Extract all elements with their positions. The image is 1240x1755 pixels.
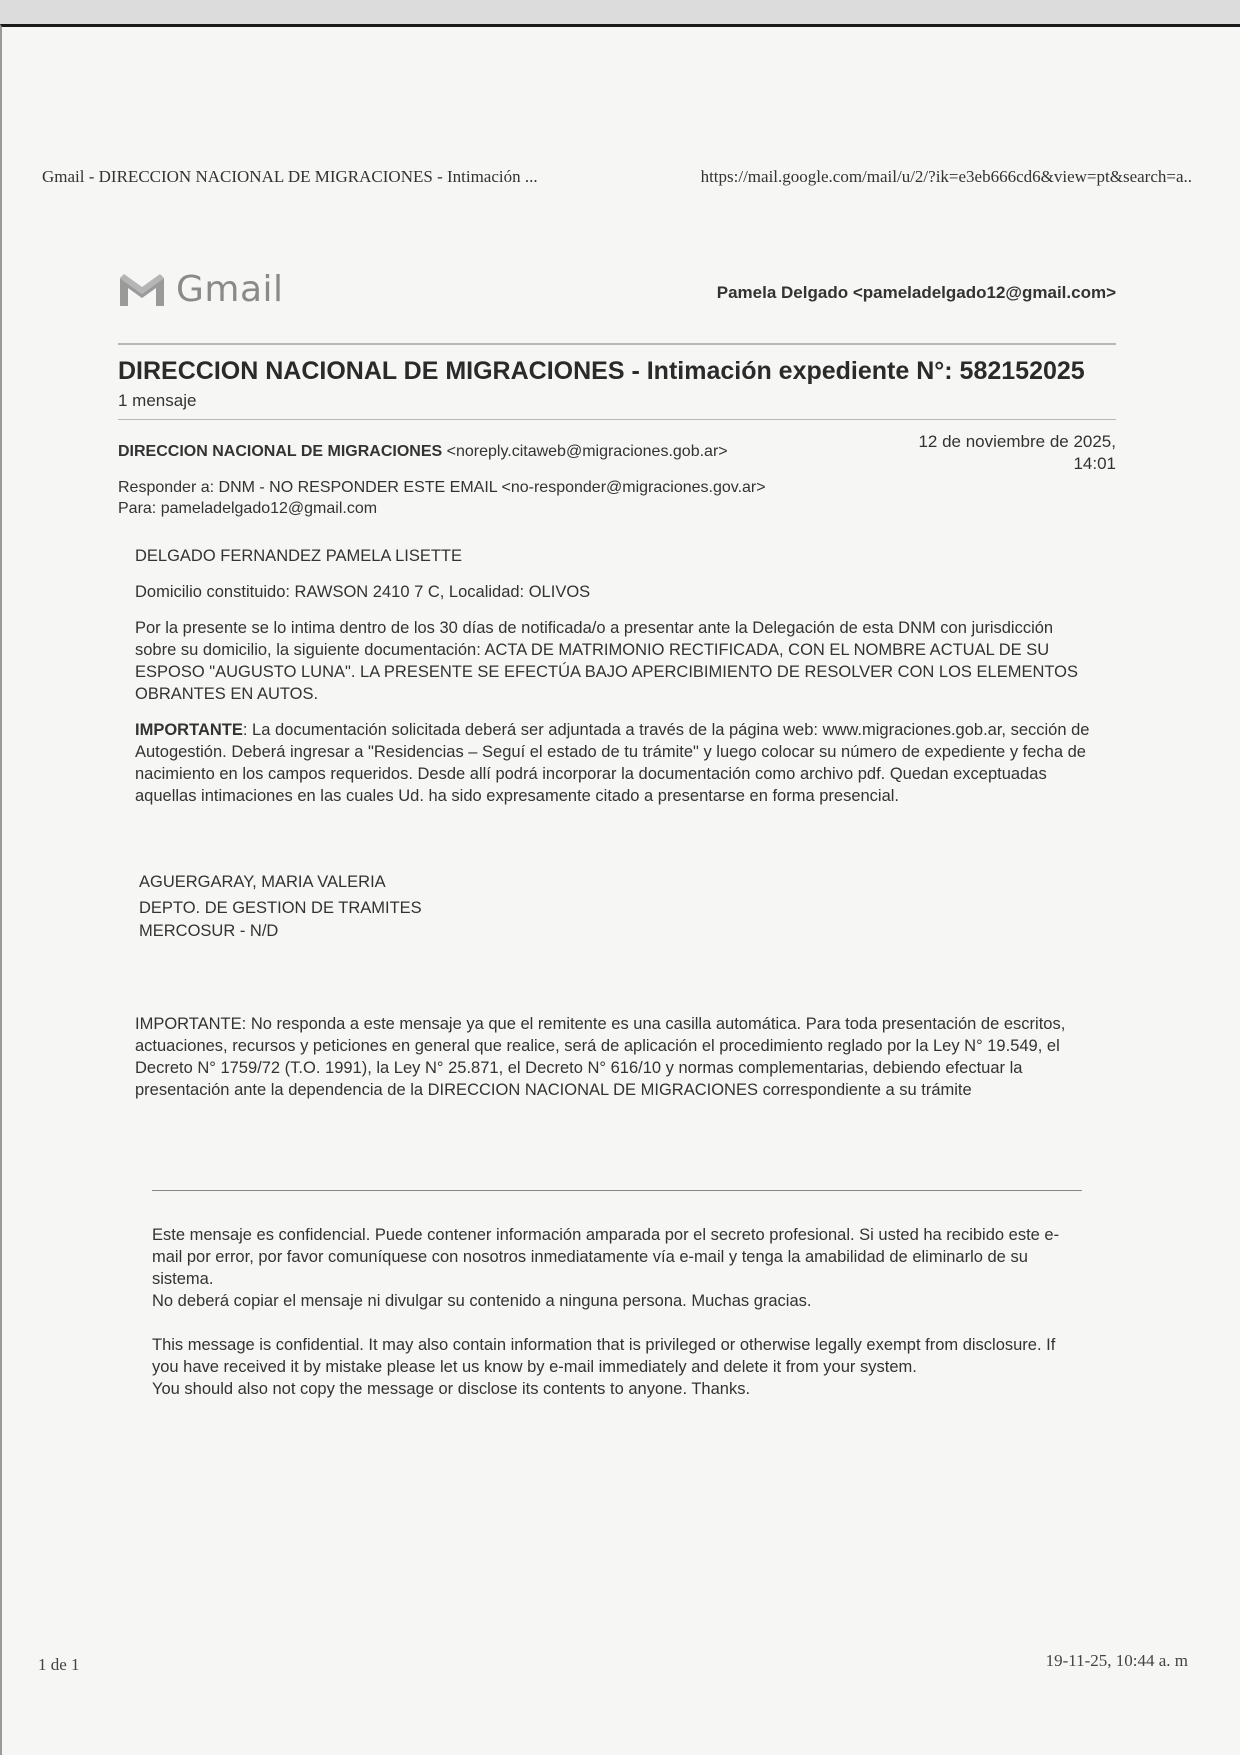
signature-dept: DEPTO. DE GESTION DE TRAMITES bbox=[139, 899, 422, 917]
disclaimer-es-2: No deberá copiar el mensaje ni divulgar su contenido a ninguna persona. Muchas gracias. bbox=[152, 1292, 812, 1310]
signature-name: AGUERGARAY, MARIA VALERIA bbox=[139, 873, 386, 891]
disclaimer-divider bbox=[152, 1190, 1082, 1191]
gmail-logo bbox=[118, 269, 284, 310]
important-label: IMPORTANTE bbox=[135, 721, 243, 739]
disclaimer-en-2: You should also not copy the message or disclose its contents to anyone. Thanks. bbox=[152, 1380, 751, 1398]
subject-divider bbox=[118, 419, 1116, 420]
reply-to: Responder a: DNM - NO RESPONDER ESTE EMAIL <no-responder@migraciones.gov.ar> bbox=[118, 479, 766, 496]
header-divider bbox=[118, 343, 1116, 345]
print-timestamp: 19-11-25, 10:44 a. m bbox=[1045, 1651, 1188, 1670]
account-name: Pamela Delgado <pameladelgado12@gmail.com> bbox=[716, 283, 1116, 302]
page-number: 1 de 1 bbox=[38, 1655, 80, 1674]
recipient-name: DELGADO FERNANDEZ PAMELA LISETTE bbox=[135, 547, 463, 565]
automatic-notice: IMPORTANTE: No responda a este mensaje ya que el remitente es una casilla automática. Para toda presentación de escritos, actuaciones, recursos y peticiones en general que realice, será de aplicación el procedimiento reglado por la Ley N° 19.549, el Decreto N° 1759/72 (T.O. 1991), la Ley N° 25.871, el Decreto N° 616/10 y normas complementarias, debiendo efectuar la presentación ante la dependencia de la DIRECCION NACIONAL DE MIGRACIONES correspondiente a su trámite bbox=[135, 1015, 1066, 1099]
address-line: Domicilio constituido: RAWSON 2410 7 C, Localidad: OLIVOS bbox=[135, 583, 591, 601]
sender-email: <noreply.citaweb@migraciones.gob.ar> bbox=[446, 443, 728, 460]
important-text: : La documentación solicitada deberá ser adjuntada a través de la página web: www.migraciones.gob.ar, sección de Autogestión. Deberá ingresar a "Residencias – Seguí el estado de tu trámite" y luego colocar su número de expediente y fecha de nacimiento en los campos requeridos. Desde allí podrá incorporar la documentación como archivo pdf. Quedan exceptuadas aquellas intimaciones en las cuales Ud. ha sido expresamente citado a presentarse en forma presencial. bbox=[135, 721, 1090, 805]
email-meta bbox=[118, 477, 766, 519]
print-title: Gmail - DIRECCION NACIONAL DE MIGRACIONES - Intimación ... bbox=[42, 167, 538, 186]
disclaimer-es-1: Este mensaje es confidencial. Puede contener información amparada por el secreto profesional. Si usted ha recibido este e-mail por error, por favor comuníquese con nosotros inmediatamente vía e-mail y tenga la amabilidad de eliminarlo de su sistema. bbox=[152, 1226, 1060, 1288]
signature-unit: MERCOSUR - N/D bbox=[139, 922, 279, 940]
email-body bbox=[135, 545, 1095, 821]
print-header bbox=[42, 167, 1192, 187]
email-date-day: 12 de noviembre de 2025, bbox=[918, 432, 1116, 451]
important-paragraph bbox=[135, 719, 1095, 807]
disclaimer-en-1: This message is confidential. It may also contain information that is privileged or otherwise legally exempt from disclosure. If you have received it by mistake please let us know by e-mail immediately and delete it from your system. bbox=[152, 1336, 1056, 1376]
recipient-to: Para: pameladelgado12@gmail.com bbox=[118, 500, 378, 517]
intimation-paragraph: Por la presente se lo intima dentro de los 30 días de notificada/o a presentar ante la Delegación de esta DNM con jurisdicción sobre su domicilio, la siguiente documentación: ACTA DE MATRIMONIO RECTIFICADA, CON EL NOMBRE ACTUAL DE SU ESPOSO "AUGUSTO LUNA". LA PRESENTE SE EFECTÚA BAJO APERCIBIMIENTO DE RESOLVER CON LOS ELEMENTOS OBRANTES EN AUTOS. bbox=[135, 619, 1078, 703]
sender bbox=[118, 443, 728, 461]
scanned-page bbox=[0, 24, 1240, 1755]
print-url: https://mail.google.com/mail/u/2/?ik=e3eb666cd6&view=pt&search=a.. bbox=[700, 167, 1192, 186]
sender-name: DIRECCION NACIONAL DE MIGRACIONES bbox=[118, 443, 443, 460]
email-subject: DIRECCION NACIONAL DE MIGRACIONES - Intimación expediente N°: 582152025 bbox=[118, 357, 1085, 385]
message-count: 1 mensaje bbox=[118, 391, 197, 410]
email-date bbox=[918, 431, 1116, 475]
email-date-time: 14:01 bbox=[1073, 454, 1116, 473]
disclaimer bbox=[152, 1224, 1082, 1400]
signature bbox=[139, 869, 422, 941]
gmail-wordmark: Gmail bbox=[176, 269, 284, 310]
gmail-m-icon bbox=[118, 272, 166, 308]
